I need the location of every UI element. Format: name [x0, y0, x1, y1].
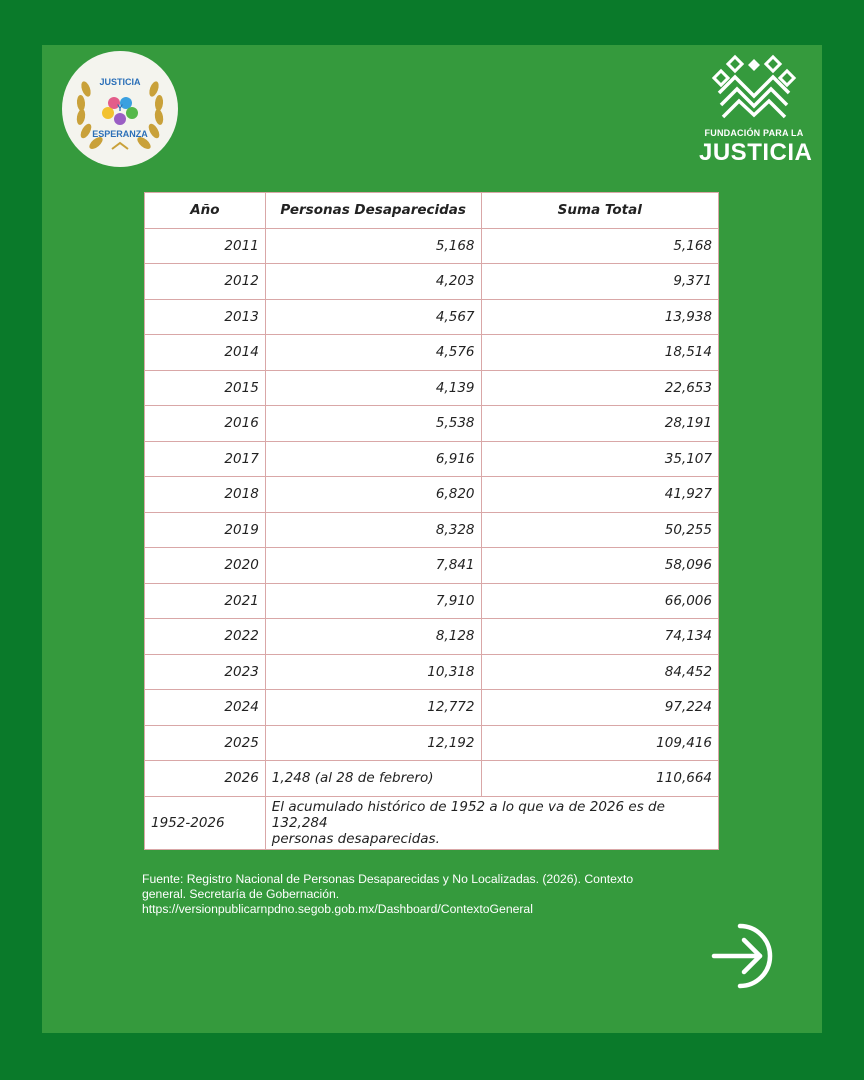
cell-persons: 12,192	[265, 725, 481, 761]
header-persons: Personas Desaparecidas	[265, 193, 481, 229]
cell-total: 28,191	[481, 406, 719, 442]
cell-total: 35,107	[481, 441, 719, 477]
cell-total: 9,371	[481, 264, 719, 300]
cell-year: 2017	[145, 441, 266, 477]
cell-year: 2026	[145, 761, 266, 797]
table-row	[145, 583, 719, 619]
table-row	[145, 441, 719, 477]
cell-year: 2012	[145, 264, 266, 300]
cell-total: 18,514	[481, 335, 719, 371]
cell-total: 97,224	[481, 690, 719, 726]
cell-persons: 5,538	[265, 406, 481, 442]
cell-year: 2025	[145, 725, 266, 761]
cell-total: 84,452	[481, 654, 719, 690]
cell-persons: 4,139	[265, 370, 481, 406]
table-row	[145, 619, 719, 655]
cell-year: 2013	[145, 299, 266, 335]
brand-title: JUSTICIA	[699, 139, 813, 166]
cell-year: 2015	[145, 370, 266, 406]
cell-persons: 6,916	[265, 441, 481, 477]
cell-total: 66,006	[481, 583, 719, 619]
cell-total: 109,416	[481, 725, 719, 761]
cell-persons: 4,576	[265, 335, 481, 371]
cell-total: 50,255	[481, 512, 719, 548]
table-row	[145, 654, 719, 690]
header-total: Suma Total	[481, 193, 719, 229]
cell-year: 2019	[145, 512, 266, 548]
fundacion-emblem-icon	[699, 53, 809, 123]
cell-year: 2020	[145, 548, 266, 584]
header-year: Año	[145, 193, 266, 229]
table-row	[145, 725, 719, 761]
cell-persons: 6,820	[265, 477, 481, 513]
cell-year: 2014	[145, 335, 266, 371]
cell-year: 2018	[145, 477, 266, 513]
cell-year: 2011	[145, 228, 266, 264]
cell-persons: 8,128	[265, 619, 481, 655]
brand-subtitle: FUNDACIÓN PARA LA	[704, 128, 804, 138]
cell-persons: 4,567	[265, 299, 481, 335]
source-line-2: general. Secretaría de Gobernación.	[142, 887, 340, 901]
disappeared-persons-table	[144, 192, 719, 850]
cell-total: 58,096	[481, 548, 719, 584]
cell-total: 13,938	[481, 299, 719, 335]
cell-persons: 10,318	[265, 654, 481, 690]
cell-year: 2022	[145, 619, 266, 655]
table-row	[145, 690, 719, 726]
table-row	[145, 477, 719, 513]
table-row	[145, 370, 719, 406]
logo-text-justicia: JUSTICIA	[99, 77, 141, 87]
cell-persons: 7,910	[265, 583, 481, 619]
cell-total: 5,168	[481, 228, 719, 264]
summary-text-line1: El acumulado histórico de 1952 a lo que va de 2026 es de 132,284	[271, 798, 665, 831]
source-url[interactable]: https://versionpublicarnpdno.segob.gob.mx/Dashboard/ContextoGeneral	[142, 902, 533, 916]
cell-persons: 7,841	[265, 548, 481, 584]
table-row	[145, 299, 719, 335]
cell-year: 2021	[145, 583, 266, 619]
cell-total: 74,134	[481, 619, 719, 655]
cell-persons: 4,203	[265, 264, 481, 300]
table-row	[145, 548, 719, 584]
cell-persons: 1,248 (al 28 de febrero)	[265, 761, 481, 797]
table-row	[145, 228, 719, 264]
summary-range: 1952-2026	[145, 796, 266, 849]
cell-persons: 12,772	[265, 690, 481, 726]
fundacion-para-la-justicia-logo	[699, 53, 813, 168]
cell-year: 2024	[145, 690, 266, 726]
cell-total: 110,664	[481, 761, 719, 797]
summary-text	[265, 796, 718, 849]
table-row	[145, 761, 719, 797]
cell-persons: 5,168	[265, 228, 481, 264]
arrow-right-in-circle-icon[interactable]	[710, 918, 782, 994]
summary-text-line2: personas desaparecidas.	[271, 830, 440, 847]
content-panel	[42, 45, 822, 1033]
source-line-1: Fuente: Registro Nacional de Personas Desaparecidas y No Localizadas. (2026). Contexto	[142, 872, 634, 886]
cell-total: 41,927	[481, 477, 719, 513]
logo-text-esperanza: ESPERANZA	[92, 129, 148, 139]
justicia-y-esperanza-logo	[62, 51, 178, 167]
table-row	[145, 406, 719, 442]
table-summary-row	[145, 796, 719, 849]
source-citation	[142, 872, 742, 917]
cell-year: 2023	[145, 654, 266, 690]
table-row	[145, 512, 719, 548]
cell-year: 2016	[145, 406, 266, 442]
cell-persons: 8,328	[265, 512, 481, 548]
table-header-row	[145, 193, 719, 229]
cell-total: 22,653	[481, 370, 719, 406]
logo-text-y: Y	[116, 103, 123, 113]
table-row	[145, 335, 719, 371]
table-row	[145, 264, 719, 300]
